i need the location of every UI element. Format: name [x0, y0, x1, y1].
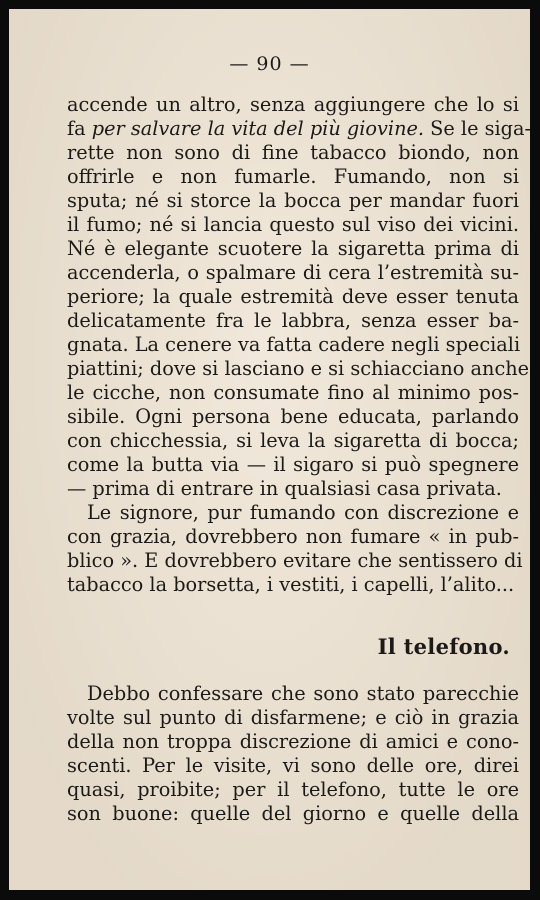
text-line: offrirle e non fumarle. Fumando, non si [67, 165, 519, 188]
text-line: il fumo; né si lancia questo sul viso dei vicini. [67, 213, 519, 236]
text-line: Né è elegante scuotere la sigaretta prima di [67, 237, 519, 260]
section-heading: Il telefono. [377, 634, 510, 659]
text-line: sputa; né si storce la bocca per mandar fuori [67, 189, 519, 212]
text-line: — prima di entrare in qualsiasi casa privata. [67, 477, 502, 500]
text-line: come la butta via — il sigaro si può spegnere [67, 453, 519, 476]
text-line: piattini; dove si lasciano e si schiacciano anche [67, 357, 530, 380]
text-line: della non troppa discrezione di amici e cono- [67, 730, 519, 753]
text-line: sibile. Ogni persona bene educata, parlando [67, 405, 519, 428]
text-line: accende un altro, senza aggiungere che lo si [67, 93, 519, 116]
text-line: quasi, proibite; per il telefono, tutte le ore [67, 778, 519, 801]
text-line: volte sul punto di disfarmene; e ciò in grazia [67, 706, 519, 729]
text-line: rette non sono di fine tabacco biondo, non [67, 141, 519, 164]
text-line: son buone: quelle del giorno e quelle della [67, 802, 519, 825]
text-line: Le signore, pur fumando con discrezione e [87, 501, 519, 524]
text-line: fa per salvare la vita del più giovine. Se le siga- [67, 117, 532, 140]
text-line: delicatamente fra le labbra, senza esser ba- [67, 309, 519, 332]
text-line: scenti. Per le visite, vi sono delle ore, direi [67, 754, 519, 777]
page-number: — 90 — [229, 53, 310, 75]
text-line: blico ». E dovrebbero evitare che sentissero di [67, 549, 523, 572]
text-line: gnata. La cenere va fatta cadere negli speciali [67, 333, 521, 356]
text-line: periore; la quale estremità deve esser tenuta [67, 285, 519, 308]
text-line: con grazia, dovrebbero non fumare « in pub- [67, 525, 519, 548]
text-line: tabacco la borsetta, i vestiti, i capelli, l’alito... [67, 573, 515, 596]
italic-phrase: per salvare la vita del più giovine. [91, 117, 425, 140]
text-line: Debbo confessare che sono stato parecchie [87, 682, 519, 705]
book-page [9, 9, 530, 890]
text-line: le cicche, non consumate fino al minimo pos- [67, 381, 519, 404]
text-line: con chicchessia, si leva la sigaretta di bocca; [67, 429, 519, 452]
text-line: accenderla, o spalmare di cera l’estremità su- [67, 261, 519, 284]
